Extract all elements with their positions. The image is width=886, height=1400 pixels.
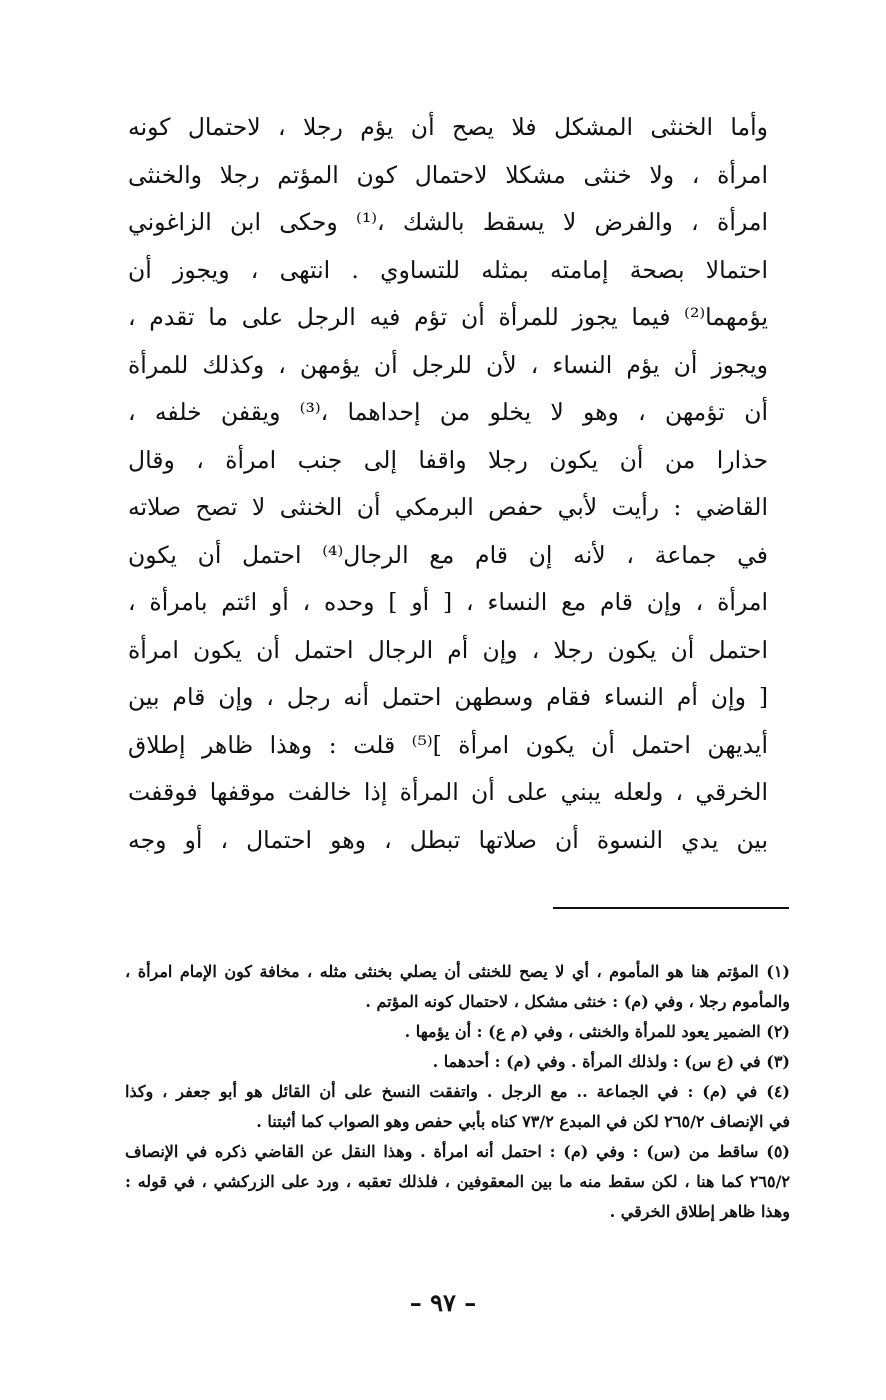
footnote-line: (٣) في (ع س) : ولذلك المرأة . وفي (م) : أحدهما . xyxy=(432,1052,790,1071)
main-text-line: في جماعة ، لأنه إن قام مع الرجال⁽⁴⁾ احتمل أن يكون xyxy=(128,540,768,569)
footnote-separator xyxy=(553,907,789,909)
main-text-line: امرأة ، ولا خنثى مشكلا لاحتمال كون المؤتم رجلا والخنثى xyxy=(128,160,768,189)
page-number: – ٩٧ – xyxy=(409,1288,477,1317)
footnote-line: (١) المؤتم هنا هو المأموم ، أي لا يصح للخنثى أن يصلي بخنثى مثله ، مخافة كون الإمام امرأة ، xyxy=(125,962,790,981)
footnotes-block xyxy=(125,957,790,1227)
footnote-line: في الإنصاف ٢٦٥/٢ لكن في المبدع ٧٣/٢ كناه بأبي حفص وهو الصواب كما أثبتنا . xyxy=(256,1112,790,1131)
footnote-line: وهذا ظاهر إطلاق الخرقي . xyxy=(609,1202,790,1221)
main-text-line: أيديهن احتمل أن يكون امرأة ]⁽⁵⁾ قلت : وهذا ظاهر إطلاق xyxy=(128,730,768,759)
main-text-line: [ وإن أم النساء فقام وسطهن احتمل أنه رجل ، وإن قام بين xyxy=(128,683,768,711)
main-text-line: يؤمهما⁽²⁾ فيما يجوز للمرأة أن تؤم فيه الرجل على ما تقدم ، xyxy=(128,303,768,331)
footnote-line: والمأموم رجلا ، وفي (م) : خنثى مشكل ، لاحتمال كونه المؤتم . xyxy=(365,992,790,1011)
footnote-line: (٤) في (م) : في الجماعة .. مع الرجل . واتفقت النسخ على أن القائل هو أبو جعفر ، وكذا xyxy=(125,1082,790,1101)
footnote-line: (٥) ساقط من (س) : وفي (م) : احتمل أنه امرأة . وهذا النقل عن القاضي ذكره في الإنصاف xyxy=(125,1142,790,1161)
footnote-line: ٢٦٥/٢ كما هنا ، لكن سقط منه ما بين المعقوفين ، فلذلك تعقبه ، ورد على الزركشي ، في قوله : xyxy=(125,1172,790,1191)
main-text-line: أن تؤمهن ، وهو لا يخلو من إحداهما ،⁽³⁾ ويقفن خلفه ، xyxy=(128,398,768,426)
main-text-line: امرأة ، وإن قام مع النساء ، [ أو ] وحده ، أو ائتم بامرأة ، xyxy=(128,588,768,616)
main-text-line: القاضي : رأيت لأبي حفص البرمكي أن الخنثى لا تصح صلاته xyxy=(128,493,768,521)
main-text-block xyxy=(128,104,768,864)
main-text-line: وأما الخنثى المشكل فلا يصح أن يؤم رجلا ، لاحتمال كونه xyxy=(128,113,768,141)
main-text-line: احتمل أن يكون رجلا ، وإن أم الرجال احتمل أن يكون امرأة xyxy=(128,635,768,664)
main-text-line: ويجوز أن يؤم النساء ، لأن للرجل أن يؤمهن ، وكذلك للمرأة xyxy=(128,350,768,379)
main-text-line: بين يدي النسوة أن صلاتها تبطل ، وهو احتمال ، أو وجه xyxy=(128,825,768,854)
main-text-line: حذارا من أن يكون رجلا واقفا إلى جنب امرأة ، وقال xyxy=(128,445,768,474)
main-text-line: الخرقي ، ولعله يبني على أن المرأة إذا خالفت موقفها فوقفت xyxy=(128,778,768,806)
main-text-line: احتمالا بصحة إمامته بمثله للتساوي . انتهى ، ويجوز أن xyxy=(128,255,768,284)
footnote-line: (٢) الضمير يعود للمرأة والخنثى ، وفي (م ع) : أن يؤمها . xyxy=(404,1022,790,1041)
main-text-line: امرأة ، والفرض لا يسقط بالشك ،⁽¹⁾ وحكى ابن الزاغوني xyxy=(128,208,768,236)
